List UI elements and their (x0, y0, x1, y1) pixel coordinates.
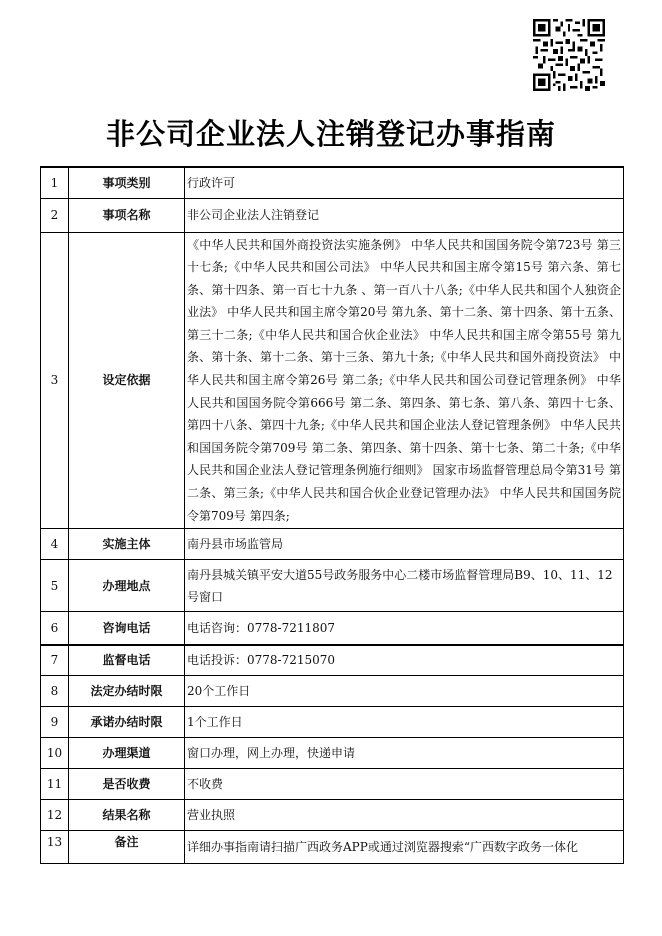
row-number: 6 (41, 612, 69, 645)
table-row (41, 645, 624, 676)
row-number: 10 (41, 738, 69, 769)
row-label: 监督电话 (69, 645, 185, 676)
row-label: 备注 (69, 831, 185, 864)
row-value: 电话咨询：0778-7211807 (185, 612, 624, 645)
table-row (41, 800, 624, 831)
row-number: 7 (41, 645, 69, 676)
row-number: 3 (41, 232, 69, 529)
table-row (41, 738, 624, 769)
row-value: 非公司企业法人注销登记 (185, 198, 624, 232)
row-label: 咨询电话 (69, 612, 185, 645)
row-number: 11 (41, 769, 69, 800)
row-value: 营业执照 (185, 800, 624, 831)
row-number: 1 (41, 167, 69, 198)
row-label: 办理地点 (69, 560, 185, 612)
table-row (41, 831, 624, 864)
row-number: 8 (41, 676, 69, 707)
row-number: 4 (41, 529, 69, 560)
row-label: 结果名称 (69, 800, 185, 831)
row-value: 行政许可 (185, 167, 624, 198)
table-row (41, 167, 624, 198)
row-value: 《中华人民共和国外商投资法实施条例》 中华人民共和国国务院令第723号 第三十七条;《中华人民共和国公司法》 中华人民共和国主席令第15号 第六条、第七条、第十四条、第一百七十九条 、第一百八十八条;《中华人民共和国个人独资企业法》 中华人民共和国主席令第20号 第九条、第十二条、第十四条、第十五条、第三十二条;《中华人民共和国合伙企业法》 中华人民共和国主席令第55号 第九条、第十条、第十二条、第十三条、第九十条;《中华人民共和国外商投资法》 中华人民共和国主席令第26号 第二条;《中华人民共和国公司登记管理条例》 中华人民共和国国务院令第666号 第二条、第四条、第七条、第八条、第四十七条、第四十八条、第四十九条;《中华人民共和国企业法人登记管理条例》 中华人民共和国国务院令第709号 第二条、第四条、第十四条、第十七条、第二十条;《中华人民共和国企业法人登记管理条例施行细则》 国家市场监督管理总局令第31号 第二条、第三条;《中华人民共和国合伙企业登记管理办法》 中华人民共和国国务院令第709号 第四条; (185, 232, 624, 529)
row-label: 事项类别 (69, 167, 185, 198)
guide-table (40, 166, 624, 864)
row-value: 窗口办理，网上办理，快递申请 (185, 738, 624, 769)
row-label: 法定办结时限 (69, 676, 185, 707)
table-row (41, 529, 624, 560)
row-value: 电话投诉：0778-7215070 (185, 645, 624, 676)
row-value: 详细办事指南请扫描广西政务APP或通过浏览器搜索“广西数字政务一体化 (185, 831, 624, 864)
row-label: 实施主体 (69, 529, 185, 560)
table-row (41, 232, 624, 529)
row-number: 9 (41, 707, 69, 738)
row-label: 承诺办结时限 (69, 707, 185, 738)
table-row (41, 707, 624, 738)
table-row (41, 560, 624, 612)
row-label: 是否收费 (69, 769, 185, 800)
table-row (41, 769, 624, 800)
qr-code-icon (533, 19, 605, 91)
row-value: 不收费 (185, 769, 624, 800)
row-number: 12 (41, 800, 69, 831)
row-number: 13 (41, 831, 69, 864)
table-row (41, 198, 624, 232)
row-value: 1个工作日 (185, 707, 624, 738)
table-row (41, 676, 624, 707)
row-label: 设定依据 (69, 232, 185, 529)
row-value: 南丹县市场监管局 (185, 529, 624, 560)
row-value: 南丹县城关镇平安大道55号政务服务中心二楼市场监督管理局B9、10、11、12号窗口 (185, 560, 624, 612)
page-title: 非公司企业法人注销登记办事指南 (105, 117, 556, 151)
row-value: 20个工作日 (185, 676, 624, 707)
table-row (41, 612, 624, 645)
row-number: 5 (41, 560, 69, 612)
row-label: 办理渠道 (69, 738, 185, 769)
row-number: 2 (41, 198, 69, 232)
row-label: 事项名称 (69, 198, 185, 232)
